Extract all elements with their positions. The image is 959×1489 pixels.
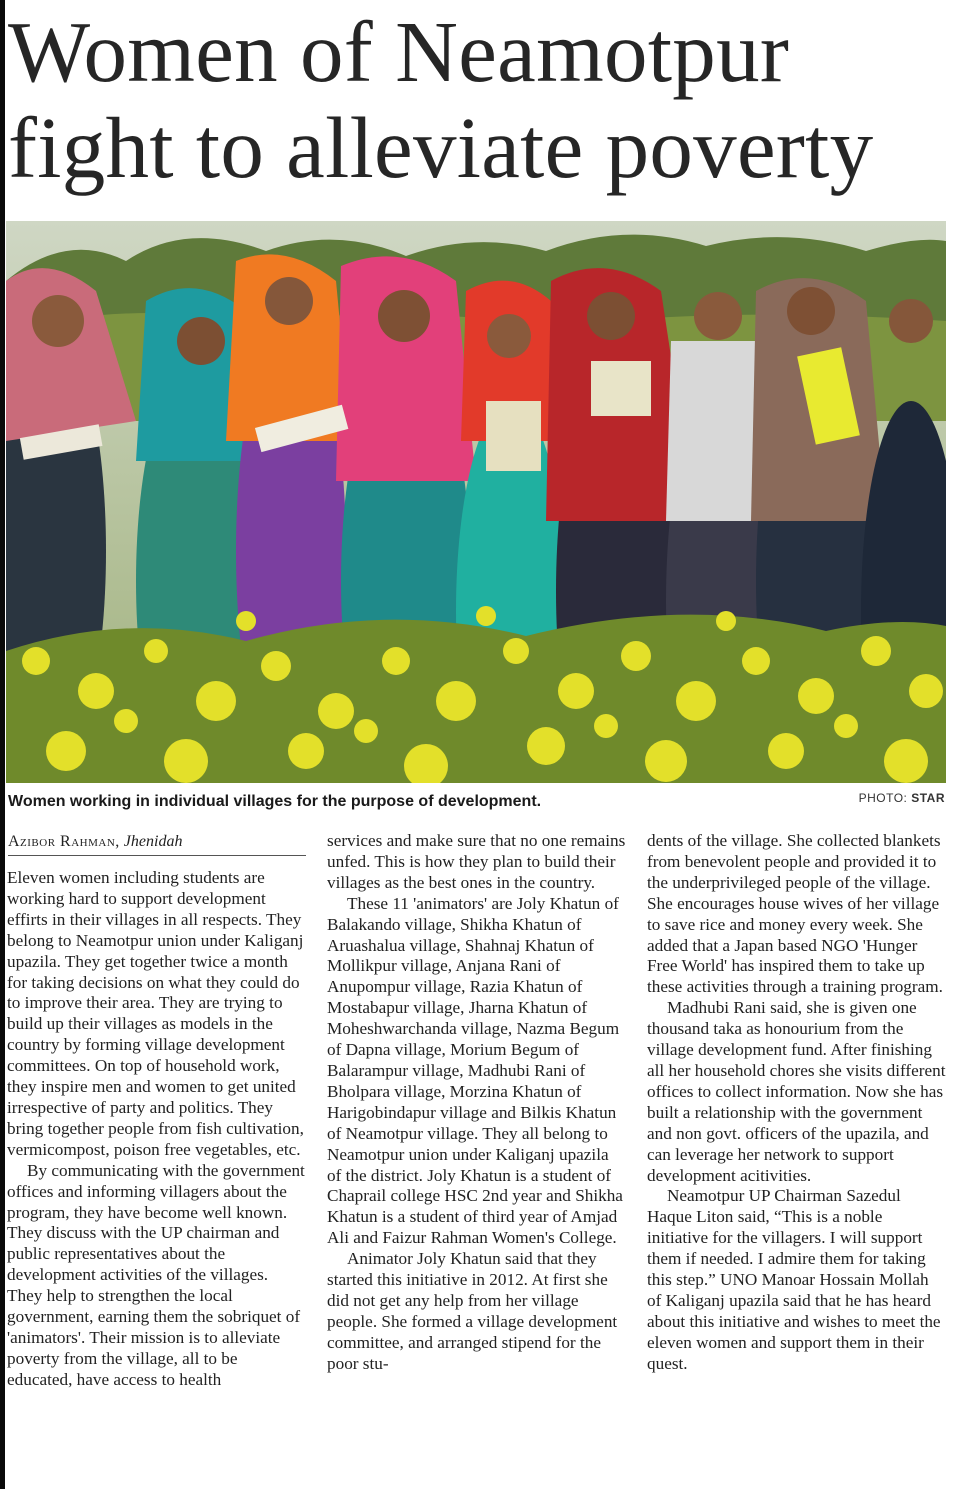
byline-author: Azibor Rahman, xyxy=(8,833,120,850)
photo-credit-source: STAR xyxy=(911,791,945,805)
article-column-1 xyxy=(7,868,306,1391)
article-paragraph: dents of the village. She collected blankets from benevolent people and provided it to the underprivileged people of the village. She encourages house wives of her village to save rice and money every week. She added that a Japan based NGO 'Hunger Free World' has inspired them to take up these activities through a training program. xyxy=(647,831,943,997)
photo-credit xyxy=(859,791,945,805)
article-paragraph: services and make sure that no one remains unfed. This is how they plan to build their villages as the best ones in the country. xyxy=(327,831,626,892)
article-paragraph: Madhubi Rani said, she is given one thousand taka as honourium from the village development fund. After finishing all her household chores she visits different offices to collect information. Now she has built a relationship with the government and non govt. officers of the upazila, and can leverage her network to support development acitivities. xyxy=(647,998,946,1185)
article-photo xyxy=(6,221,946,783)
headline xyxy=(8,4,953,196)
photo-credit-label: PHOTO: xyxy=(858,791,908,805)
article-column-2 xyxy=(327,831,627,1375)
photo-illustration xyxy=(6,221,946,783)
byline xyxy=(8,833,306,856)
article-paragraph: Neamotpur UP Chairman Sazedul Haque Liton said, “This is a noble initiative for the villagers. I will support them if needed. I admire them for taking this step.” UNO Manoar Hossain Mollah of Kaliganj upazila said that he has heard about this initiative and wishes to meet the eleven women and support them in their quest. xyxy=(647,1186,941,1373)
article-paragraph: Eleven women including students are working hard to support development effirts in their villages in all respects. They belong to Neamotpur union under Kaliganj upazila. They get together twice a month for taking decisions on what they could do to improve their area. They are trying to build up their villages as models in the country by forming village development committees. On top of household work, they inspire men and women to get united irrespective of party and politics. They bring together people from fish cultivation, vermicompost, poison free vegetables, etc. xyxy=(7,868,304,1159)
article-paragraph: These 11 'animators' are Joly Khatun of Balakando village, Shikha Khatun of Aruashalua village, Shahnaj Khatun of Mollikpur village, Anjana Rani of Anupompur village, Razia Khatun of Mostabapur village, Jharna Khatun of Moheshwarchanda village, Nazma Begum of Dapna village, Morium Begum of Balarampur village, Madhubi Rani of Bholpara village, Morzina Khatun of Harigobindapur village and Bilkis Khatun of Neamotpur village. They all belong to Neamotpur union under Kaliganj upazila of the district. Joly Khatun is a student of Chaprail college HSC 2nd year and Shikha Khatun is a student of third year of Amjad Ali and Faizur Rahman Women's College. xyxy=(327,893,623,1248)
page-edge-rule xyxy=(0,0,5,1489)
photo-caption: Women working in individual villages for the purpose of development. xyxy=(8,793,542,810)
article-column-3 xyxy=(647,831,947,1375)
headline-line-2: fight to alleviate poverty xyxy=(8,99,874,196)
article-paragraph: Animator Joly Khatun said that they started this initiative in 2012. At first she did not get any help from her village people. She formed a village development committee, and arranged stipend for the poor stu- xyxy=(327,1249,618,1373)
article-paragraph: By communicating with the government offices and informing villagers about the program, they have become well known. They discuss with the UP chairman and public representatives about the development activities of the villages. They help to strengthen the local government, earning them the sobriquet of 'animators'. Their mission is to alleviate poverty from the village, all to be educated, have access to health xyxy=(7,1160,305,1389)
byline-location: Jhenidah xyxy=(123,833,183,850)
headline-line-1: Women of Neamotpur xyxy=(8,3,790,100)
